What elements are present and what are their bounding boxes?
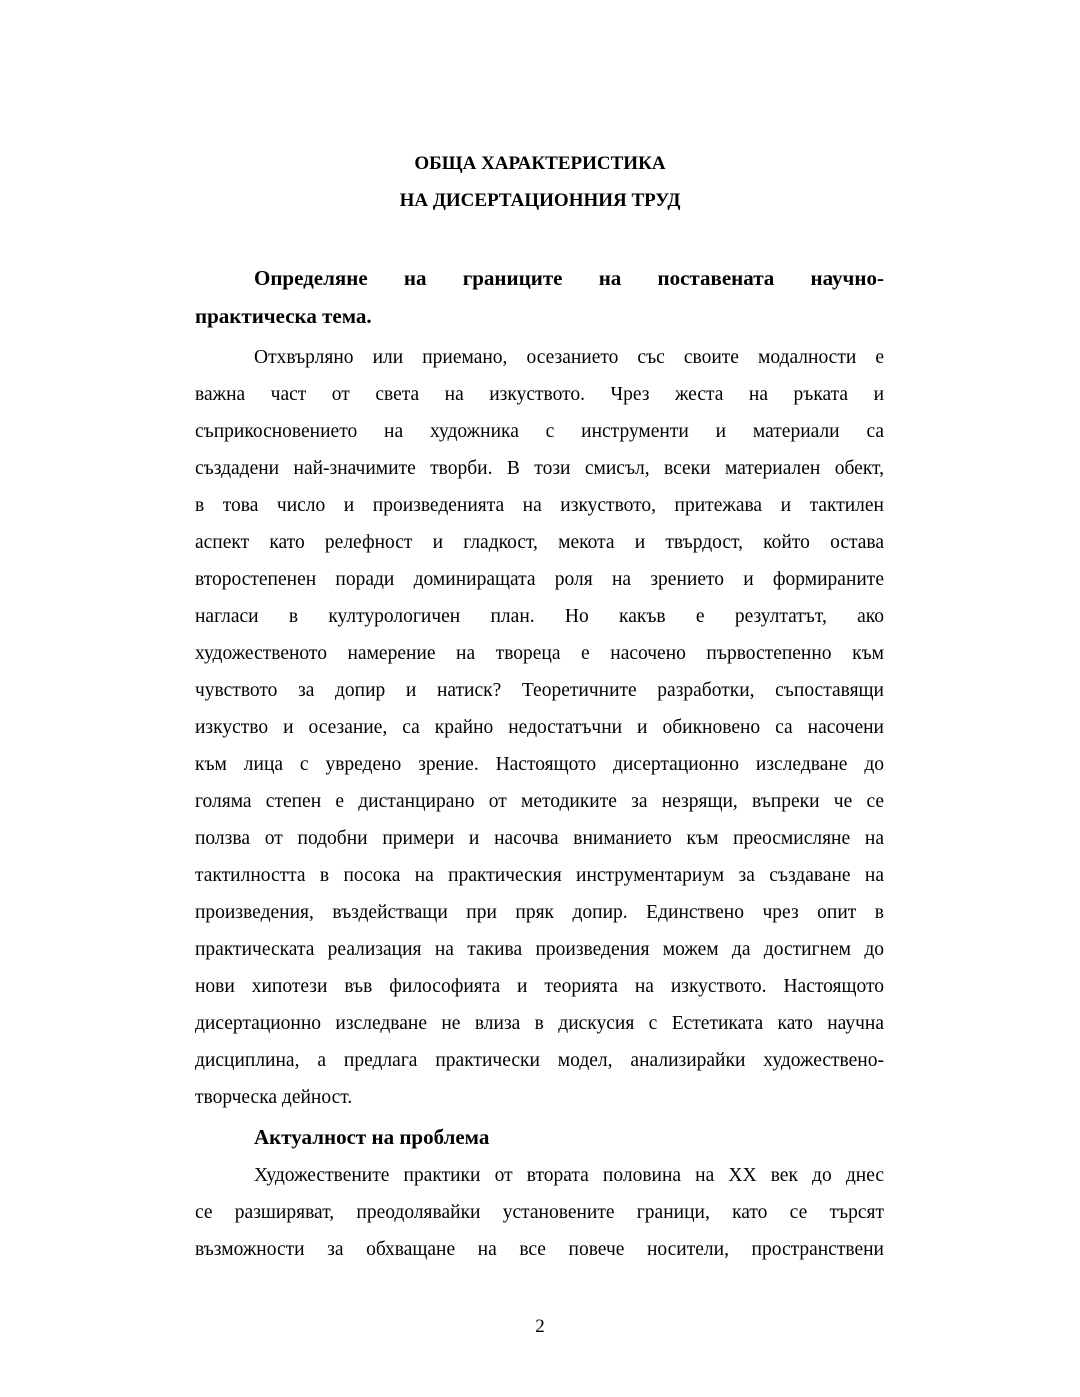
- paragraph-line: творческа дейност.: [195, 1087, 353, 1108]
- paragraph-line: художественото намерение на твореца е насочено първостепенно към: [195, 643, 884, 664]
- paragraph-line: второстепенен поради доминиращата роля на зрението и формираните: [195, 569, 884, 590]
- paragraph-line: се разширяват, преодолявайки установените граници, като се търсят: [195, 1202, 884, 1223]
- paragraph-line: практическата реализация на такива произведения можем да достигнем до: [195, 939, 884, 960]
- paragraph-line: Отхвърляно или приемано, осезанието със своите модалности е: [254, 347, 884, 368]
- paragraph-line: чувството за допир и натиск? Теоретичните разработки, съпоставящи: [195, 680, 884, 701]
- paragraph-line: възможности за обхващане на все повече носители, пространствени: [195, 1239, 884, 1260]
- page-number: 2: [535, 1316, 545, 1337]
- paragraph-line: в това число и произведенията на изкуството, притежава и тактилен: [195, 495, 884, 516]
- document-title-line-2: НА ДИСЕРТАЦИОННИЯ ТРУД: [399, 190, 681, 211]
- paragraph-line: дисертационно изследване не влиза в дискусия с Естетиката като научна: [195, 1013, 884, 1034]
- paragraph-line: голяма степен е дистанцирано от методиките за незрящи, въпреки че се: [195, 791, 884, 812]
- section-heading-line-1: Определяне на границите на поставената научно-: [254, 266, 884, 290]
- document-title-line-1: ОБЩА ХАРАКТЕРИСТИКА: [414, 153, 666, 174]
- paragraph-line: тактилността в посока на практическия инструментариум за създаване на: [195, 865, 884, 886]
- section-heading-line-2: практическа тема.: [195, 304, 372, 328]
- paragraph-line: към лица с увредено зрение. Настоящото дисертационно изследване до: [195, 754, 884, 775]
- paragraph-line: съприкосновението на художника с инструменти и материали са: [195, 421, 884, 442]
- paragraph-line: нови хипотези във философията и теорията на изкуството. Настоящото: [195, 976, 884, 997]
- paragraph-line: Художествените практики от втората половина на ХХ век до днес: [254, 1165, 884, 1186]
- paragraph-line: изкуство и осезание, са крайно недостатъчни и обикновено са насочени: [195, 717, 884, 738]
- paragraph-line: създадени най-значимите творби. В този смисъл, всеки материален обект,: [195, 458, 884, 479]
- paragraph-line: аспект като релефност и гладкост, мекота и твърдост, който остава: [195, 532, 884, 553]
- paragraph-line: важна част от света на изкуството. Чрез жеста на ръката и: [195, 384, 884, 405]
- paragraph-line: произведения, въздействащи при пряк допир. Единствено чрез опит в: [195, 902, 884, 923]
- paragraph-line: нагласи в културологичен план. Но какъв е резултатът, ако: [195, 606, 884, 627]
- paragraph-line: дисциплина, а предлага практически модел, анализирайки художествено-: [195, 1050, 884, 1071]
- paragraph-line: ползва от подобни примери и насочва вниманието към преосмисляне на: [195, 828, 884, 849]
- section-heading-relevance: Актуалност на проблема: [254, 1125, 490, 1149]
